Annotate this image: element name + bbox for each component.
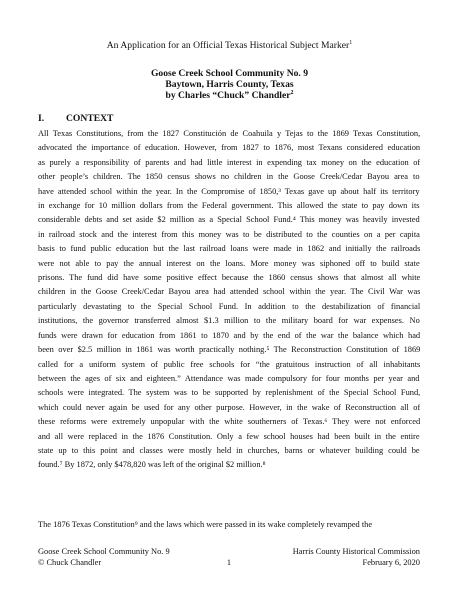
- paragraph-line: called for a uniform system of public free schools for “the gratuitous instruction of all inhabitants: [38, 359, 420, 369]
- paragraph-line: have attended school within the year. In the Compromise of 1850,³ Texas gave up about half its territory: [38, 186, 420, 196]
- location-line: Baytown, Harris County, Texas: [165, 79, 294, 91]
- footnote-ref-2: 2: [290, 90, 294, 97]
- paragraph-line: institutions, the governor transferred almost $1.3 million to the military board for war expenses. No: [38, 316, 420, 326]
- paragraph-line: in exchange for 10 million dollars from the Federal government. This allowed the state to pay down its: [38, 201, 420, 211]
- paragraph-line: considerable debts and set aside $2 million as a Special School Fund.⁴ This money was heavily invested: [38, 215, 420, 225]
- footer-commission: Harris County Historical Commission: [292, 547, 420, 556]
- paragraph-line: were not able to pay the annual interest on the loans. More money was siphoned off to build state: [38, 258, 420, 268]
- paragraph-line: schools were integrated. The system was to be supported by replenishment of the Special School Fund,: [38, 388, 420, 398]
- paragraph-line: other people’s children. The 1850 census shows no children in the Goose Creek/Cedar Bayou area to: [38, 172, 420, 182]
- context-paragraph: [38, 127, 420, 473]
- footer-right: [293, 546, 420, 568]
- footnote-ref-1: 1: [349, 39, 353, 46]
- paragraph-line: been over $2.5 million in 1861 was worth practically nothing.⁵ The Reconstruction Constitution of 1869: [38, 345, 420, 355]
- header-title-text: An Application for an Official Texas Historical Subject Marker: [106, 40, 350, 51]
- footer-document-name: Goose Creek School Community No. 9: [38, 547, 170, 556]
- paragraph-line: basis to fund public education but the last railroad loans were made in 1862 and initially the railroads: [38, 244, 420, 254]
- document-title-block: [0, 68, 459, 102]
- constitution-paragraph: The 1876 Texas Constitution⁹ and the laws which were passed in its wake completely revamped the: [38, 520, 373, 529]
- paragraph-line: between the ages of six and eighteen.” Attendance was made compulsory for four months per year and: [38, 373, 420, 383]
- paragraph-line: particularly devastating to the Special School Fund. In addition to the destabilization of financial: [38, 301, 420, 311]
- paragraph-line: these reforms were extremely unpopular with the white southerners of Texas.⁶ They were not enforced: [38, 417, 420, 427]
- section-number: I.: [38, 113, 45, 124]
- paragraph-line: and all were replaced in the 1876 Constitution. Only a few school houses had been built in the entire: [38, 431, 420, 441]
- paragraph-line: which could never again be used for any other purpose. However, in the wake of Reconstruction all of: [38, 402, 420, 412]
- marker-application-title: [0, 40, 459, 52]
- section-heading: [38, 113, 418, 125]
- section-title: CONTEXT: [66, 113, 114, 124]
- footer-date: February 6, 2020: [362, 558, 420, 567]
- author-text: by Charles “Chuck” Chandler: [165, 90, 291, 102]
- paragraph-line: as purely a responsibility of parents and had little interest in expending tax money on the education of: [38, 157, 420, 167]
- school-name: Goose Creek School Community No. 9: [150, 68, 309, 79]
- paragraph-line: advocated the importance of education. However, from 1827 to 1876, most Texans considered education: [38, 143, 420, 153]
- paragraph-line: in railroad stock and the interest from this money was to be distributed to the counties on a per capita: [38, 229, 420, 239]
- paragraph-line: prisons. The fund did have some positive effect because the 1860 census shows that almost all white: [38, 273, 420, 283]
- page-number: 1: [226, 558, 232, 567]
- footer-copyright: © Chuck Chandler: [38, 558, 102, 567]
- paragraph-line: children in the Goose Creek/Cedar Bayou area had attended school within the year. The Civil War was: [38, 287, 420, 297]
- paragraph-line: funds were drawn for education from 1861 to 1870 and by the end of the war the balance which had: [38, 330, 420, 340]
- paragraph-line: found.⁷ By 1872, only $478,820 was left of the original $2 million.⁸: [38, 460, 266, 470]
- author-line: [0, 90, 459, 101]
- paragraph-line: state up to this point and classes were mostly held in churches, barns or whatever building could be: [38, 445, 420, 455]
- paragraph-line: All Texas Constitutions, from the 1827 Constitución de Coahuila y Tejas to the 1869 Texas Constitution,: [38, 129, 420, 138]
